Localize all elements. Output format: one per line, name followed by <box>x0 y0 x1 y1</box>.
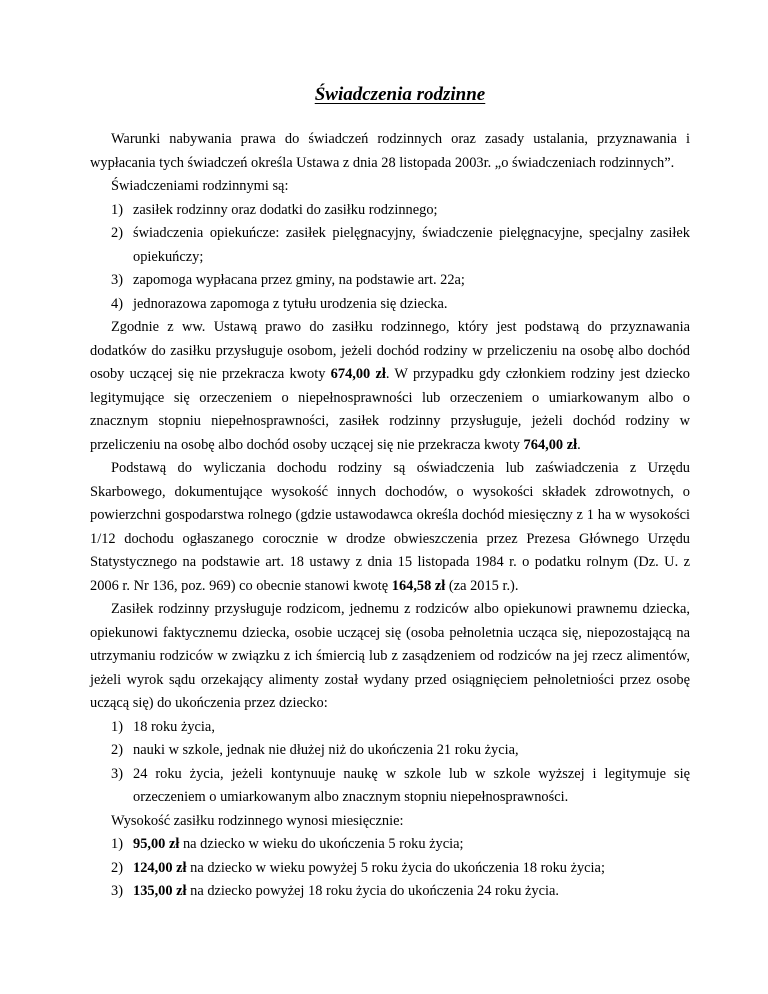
list-item-text: jednorazowa zapomoga z tytułu urodzenia się dziecka. <box>133 295 448 312</box>
basis-text-2: (za 2015 r.). <box>445 577 519 594</box>
list-item-number: 4) <box>111 295 123 312</box>
list-item <box>90 763 690 810</box>
list-item-text: na dziecko powyżej 18 roku życia do ukończenia 24 roku życia. <box>186 883 559 899</box>
list-item-text: nauki w szkole, jednak nie dłużej niż do ukończenia 21 roku życia, <box>133 742 519 758</box>
amounts-heading: Wysokość zasiłku rodzinnego wynosi miesięcznie: <box>111 812 404 829</box>
income-text-1: Zgodnie z ww. Ustawą prawo do zasiłku rodzinnego, który jest podstawą do przyznawania dodatków do zasiłku przysługuje osobom, jeżeli dochód rodziny w przeliczeniu na osobę albo dochód osoby uczącej się nie przekracza kwoty <box>90 319 690 382</box>
basis-amount: 164,58 zł <box>391 577 446 594</box>
list-item-number: 3) <box>111 272 123 288</box>
amounts-list <box>90 833 690 904</box>
list-item-number: 1) <box>111 201 123 218</box>
list-item <box>90 293 690 317</box>
list-item-number: 2) <box>111 225 123 241</box>
benefits-list <box>90 199 690 317</box>
list-item-text: zapomoga wypłacana przez gminy, na podstawie art. 22a; <box>133 272 465 288</box>
benefits-heading: Świadczeniami rodzinnymi są: <box>111 178 289 194</box>
list-item <box>90 880 690 904</box>
list-item <box>90 199 690 223</box>
income-threshold-paragraph <box>90 316 690 457</box>
list-item-text: 18 roku życia, <box>133 718 215 735</box>
income-amount-674: 674,00 zł <box>330 366 386 382</box>
amount-value: 124,00 zł <box>133 859 187 876</box>
list-item-text: na dziecko w wieku do ukończenia 5 roku życia; <box>179 836 464 852</box>
income-amount-764: 764,00 zł <box>523 436 578 453</box>
list-item-number: 3) <box>111 883 123 899</box>
income-text-2: . W przypadku gdy członkiem rodziny jest dziecko legitymujące się orzeczeniem o niepełnosprawności lub orzeczeniem o umiarkowanym albo o znacznym stopniu niepełnosprawności, zasiłek rodzinny przysługuje, jeżeli dochód rodziny w przeliczeniu na osobę albo dochód osoby uczącej się nie przekracza kwoty <box>90 366 690 453</box>
list-item-text: na dziecko w wieku powyżej 5 roku życia do ukończenia 18 roku życia; <box>186 859 605 876</box>
basis-text-1: Podstawą do wyliczania dochodu rodziny są oświadczenia lub zaświadczenia z Urzędu Skarbowego, dokumentujące wysokość innych dochodów, o wysokości składek zdrowotnych, o powierzchni gospodarstwa rolnego (gdzie ustawodawca określa dochód miesięczny z 1 ha w wysokości 1/12 dochodu ogłaszanego corocznie w drodze obwieszczenia przez Prezesa Głównego Urzędu Statystycznego na podstawie art. 18 ustawy z dnia 15 listopada 1984 r. o podatku rolnym (Dz. U. z 2006 r. Nr 136, poz. 969) co obecnie stanowi kwotę <box>90 460 690 594</box>
list-item-number: 2) <box>111 742 123 758</box>
list-item <box>90 857 690 881</box>
list-item-number: 1) <box>111 836 123 852</box>
intro-paragraph: Warunki nabywania prawa do świadczeń rodzinnych oraz zasady ustalania, przyznawania i wypłacania tych świadczeń określa Ustawa z dnia 28 listopada 2003r. „o świadczeniach rodzinnych”. <box>90 131 690 171</box>
list-item-text: zasiłek rodzinny oraz dodatki do zasiłku rodzinnego; <box>133 201 438 218</box>
list-item <box>90 222 690 269</box>
list-item <box>90 739 690 763</box>
list-item-number: 3) <box>111 765 123 782</box>
income-text-3: . <box>577 436 581 453</box>
list-item-text: świadczenia opiekuńcze: zasiłek pielęgnacyjny, świadczenie pielęgnacyjne, specjalny zasiłek opiekuńczy; <box>133 225 690 265</box>
list-item <box>90 833 690 857</box>
amount-value: 95,00 zł <box>133 836 180 852</box>
amount-value: 135,00 zł <box>133 883 187 899</box>
age-limits-list <box>90 716 690 810</box>
page-title: Świadczenia rodzinne <box>314 84 486 105</box>
list-item <box>90 716 690 740</box>
eligibility-paragraph: Zasiłek rodzinny przysługuje rodzicom, jednemu z rodziców albo opiekunowi prawnemu dziecka, opiekunowi faktycznemu dziecka, osobie uczącej się (osoba pełnoletnia ucząca się, niepozostającą na utrzymaniu rodziców w związku z ich śmiercią lub z zasądzeniem od rodziców na jej rzecz alimentów, jeżeli wyrok sądu orzekający alimenty został wydany przed osiągnięciem pełnoletniości przez osobę uczącą się) do ukończenia przez dziecko: <box>90 601 690 711</box>
income-basis-paragraph <box>90 457 690 598</box>
document-body <box>90 128 690 904</box>
list-item-number: 2) <box>111 859 123 876</box>
list-item-number: 1) <box>111 718 123 735</box>
list-item <box>90 269 690 293</box>
list-item-text: 24 roku życia, jeżeli kontynuuje naukę w szkole lub w szkole wyższej i legitymuje się orzeczeniem o umiarkowanym albo znacznym stopniu niepełnosprawności. <box>133 765 690 805</box>
